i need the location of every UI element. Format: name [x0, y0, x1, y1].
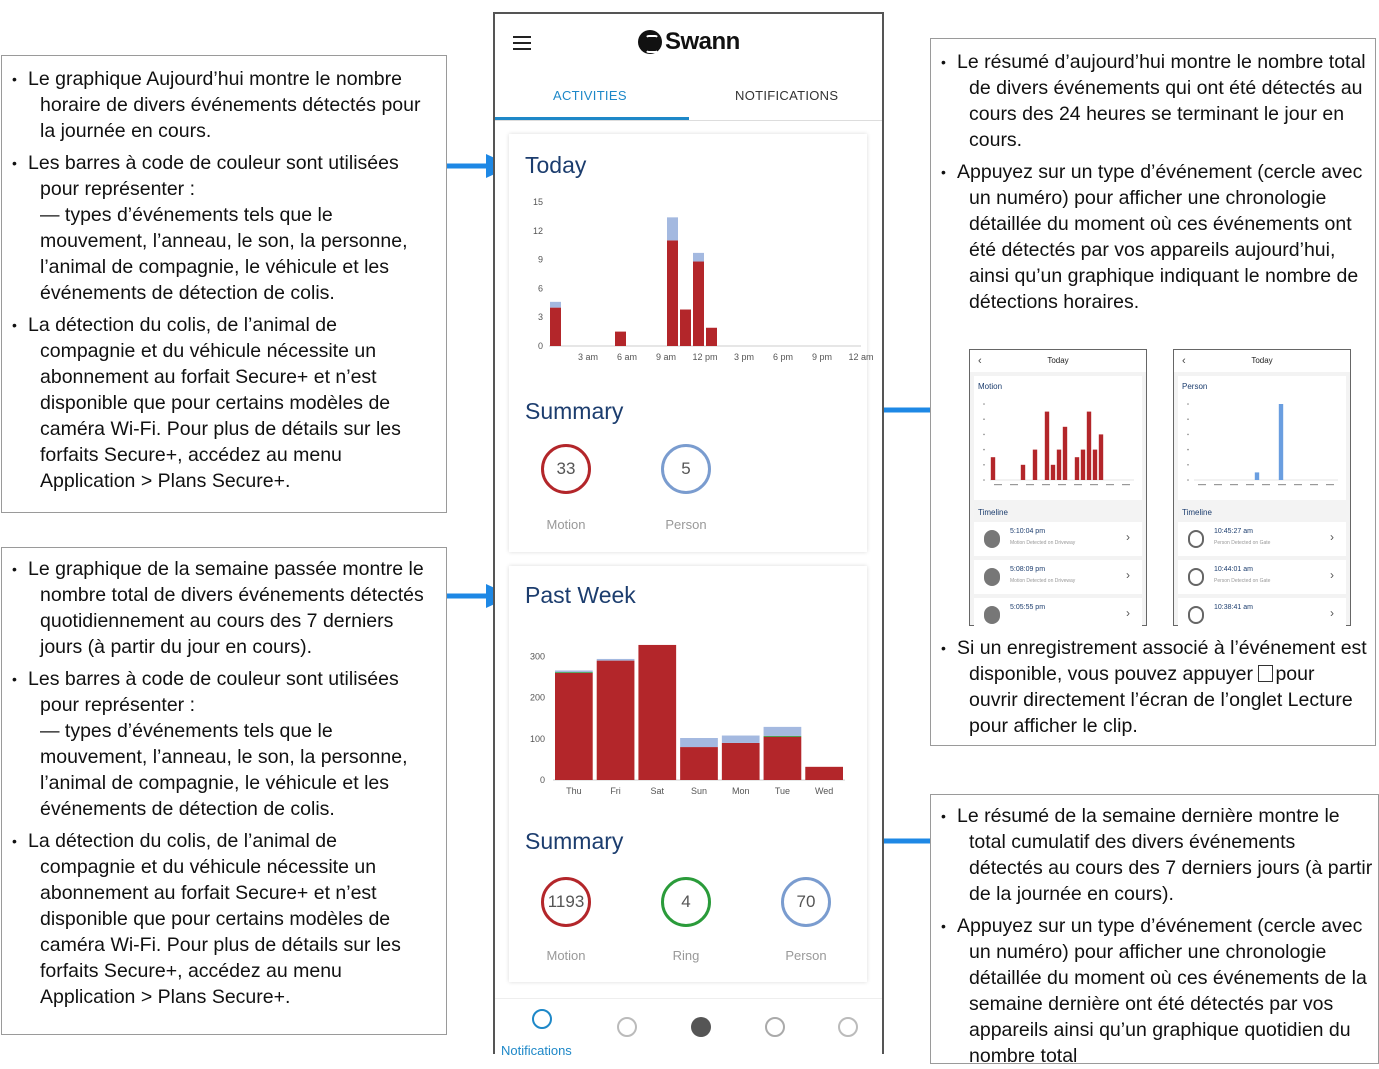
- playback-icon: [1258, 665, 1273, 682]
- tab-activities[interactable]: ACTIVITIES: [553, 88, 627, 103]
- mini-x-tick: [1074, 484, 1082, 485]
- mini-y-tick: [1187, 418, 1189, 420]
- bullet: • La détection du colis, de l’animal de compagnie et du véhicule nécessite un abonnement au forfait Secure+ et n’est disponible que pour certains modèles de caméra Wi-Fi. Pour plus de détails sur les forfaits Secure+, accédez au menu Application > Plans Secure+.: [2, 312, 434, 494]
- timeline-desc: Motion Detected on Driveway: [1010, 540, 1076, 546]
- mini-timeline-label: Timeline: [1182, 508, 1212, 517]
- bar-motion: [555, 673, 593, 780]
- camera-icon: [984, 568, 1000, 586]
- tab-notifications[interactable]: NOTIFICATIONS: [735, 88, 839, 103]
- mini-chart-card: [974, 376, 1142, 500]
- today-title: Today: [525, 152, 587, 178]
- mini-y-tick: [983, 418, 985, 420]
- bar-person: [764, 727, 802, 736]
- y-tick-label: 15: [532, 197, 543, 207]
- bar-motion: [706, 328, 717, 346]
- bar-motion: [597, 661, 635, 780]
- mini-screen-person: [1173, 349, 1351, 626]
- back-icon: ‹: [1182, 355, 1186, 367]
- mini-x-tick: [1278, 484, 1286, 485]
- timeline-row[interactable]: [1178, 522, 1346, 556]
- timeline-row[interactable]: [974, 522, 1142, 556]
- mini-bar: [1021, 465, 1025, 480]
- summary-person-label: Person: [785, 948, 827, 963]
- mini-x-tick: [1310, 484, 1318, 485]
- summary-ring-circle[interactable]: 4: [661, 877, 711, 927]
- bullet: • Les barres à code de couleur sont utilisées pour représenter : — types d’événements tels que le mouvement, l’anneau, le son, la personne, l’animal de compagnie, le véhicule et les événements de détection de colis.: [2, 150, 434, 306]
- mini-x-tick: [994, 484, 1002, 485]
- bullet: • Le graphique de la semaine passée montre le nombre total de divers événements détectés quotidiennement au cours des 7 derniers jours (à partir du jour en cours).: [2, 556, 434, 660]
- chevron-right-icon: ›: [1330, 606, 1334, 620]
- y-tick-label: 100: [529, 733, 545, 744]
- timeline-desc: Person Detected on Gate: [1214, 578, 1271, 584]
- menu-icon[interactable]: [513, 36, 531, 50]
- mini-y-tick: [1187, 464, 1189, 466]
- bullet: • Le résumé de la semaine dernière montre le total cumulatif des divers événements détectés au cours des 7 derniers jours (à partir de la journée en cours).: [931, 803, 1374, 907]
- timeline-row[interactable]: [1178, 560, 1346, 594]
- x-tick-label: 6 pm: [772, 352, 794, 362]
- camera-icon: [984, 530, 1000, 548]
- summary-motion-circle[interactable]: 1193: [541, 877, 591, 927]
- mini-bar: [1093, 450, 1097, 480]
- playback-nav-icon[interactable]: [617, 1017, 637, 1037]
- mini-x-tick: [1230, 484, 1238, 485]
- bullet-sub: — types d’événements tels que le mouvement, l’anneau, le son, la personne, l’animal de compagnie, le véhicule et les événements de détection de colis.: [40, 720, 408, 820]
- summary-person-label: Person: [665, 517, 707, 532]
- devices-icon[interactable]: [765, 1017, 785, 1037]
- mini-bar: [1081, 450, 1085, 480]
- mini-x-tick: [1122, 484, 1130, 485]
- mini-y-tick: [1187, 434, 1189, 436]
- mini-y-tick: [983, 403, 985, 405]
- mini-x-tick: [1198, 484, 1206, 485]
- x-tick-label: Tue: [774, 786, 791, 796]
- week-card: [509, 566, 867, 982]
- bar-motion: [550, 308, 561, 346]
- mini-section-label: Person: [1182, 382, 1208, 391]
- mini-y-tick: [1187, 479, 1189, 481]
- timeline-time: 10:45:27 am: [1214, 528, 1253, 535]
- y-tick-label: 9: [537, 254, 543, 265]
- mini-screen-motion: [969, 349, 1147, 626]
- app-header: [495, 14, 882, 74]
- bullet: • Le résumé d’aujourd’hui montre le nombre total de divers événements qui ont été détectés au cours des 24 heures se terminant le jour en cours.: [931, 49, 1367, 153]
- mini-y-tick: [983, 464, 985, 466]
- timeline-time: 5:05:55 pm: [1010, 604, 1046, 611]
- bar-motion: [638, 645, 676, 780]
- x-tick-label: 9 pm: [811, 352, 833, 362]
- x-tick-label: Mon: [731, 786, 750, 796]
- timeline-time: 10:38:41 am: [1214, 604, 1253, 611]
- chevron-right-icon: ›: [1126, 568, 1130, 582]
- bar-person: [597, 659, 635, 661]
- y-tick-label: 0: [537, 341, 543, 351]
- bullet: • Le graphique Aujourd’hui montre le nombre horaire de divers événements détectés pour la journée en cours.: [2, 66, 434, 144]
- bar-motion: [693, 262, 704, 346]
- mini-bar: [1045, 412, 1049, 480]
- nav-notifications-label[interactable]: Notifications: [501, 1043, 572, 1058]
- y-tick-label: 0: [539, 775, 545, 785]
- x-tick-label: Fri: [610, 786, 621, 796]
- bar-person: [693, 253, 704, 262]
- mini-bar: [1057, 450, 1061, 480]
- week-title: Past Week: [525, 582, 636, 608]
- summary-motion-label: Motion: [546, 517, 586, 532]
- bullet-sub: — types d’événements tels que le mouvement, l’anneau, le son, la personne, l’animal de compagnie, le véhicule et les événements de détection de colis.: [40, 204, 408, 304]
- x-tick-label: 3 pm: [733, 352, 755, 362]
- x-tick-label: Wed: [814, 786, 834, 796]
- bar-person: [680, 738, 718, 747]
- mini-bar: [1279, 404, 1283, 480]
- bar-person: [555, 670, 593, 672]
- mini-motion-chart: [974, 398, 1142, 498]
- mini-chart-card: [1178, 376, 1346, 500]
- bar-motion: [680, 747, 718, 780]
- today-summary-title: Summary: [525, 398, 624, 424]
- week-summary-title: Summary: [525, 828, 624, 854]
- x-tick-label: 9 am: [655, 352, 677, 362]
- mini-y-tick: [983, 434, 985, 436]
- mini-bar: [1051, 465, 1055, 480]
- mini-x-tick: [1294, 484, 1302, 485]
- tab-bar: [495, 74, 882, 121]
- person-icon: [1188, 568, 1204, 586]
- x-tick-label: Sun: [690, 786, 708, 796]
- timeline-desc: Motion Detected on Driveway: [1010, 578, 1076, 584]
- bar-motion: [805, 767, 843, 780]
- timeline-row[interactable]: [974, 560, 1142, 594]
- mini-timeline-label: Timeline: [978, 508, 1008, 517]
- chevron-right-icon: ›: [1126, 606, 1130, 620]
- notifications-icon[interactable]: [532, 1009, 552, 1029]
- bar-ring: [764, 736, 802, 737]
- mini-bar: [1087, 412, 1091, 480]
- tab-indicator: [495, 117, 689, 120]
- info-box-week-chart: [1, 547, 447, 1035]
- bar-motion: [615, 332, 626, 346]
- info-box-today-chart: [1, 55, 447, 513]
- mini-y-tick: [983, 449, 985, 451]
- bar-motion: [667, 240, 678, 346]
- mini-title: Today: [1251, 356, 1273, 365]
- settings-icon[interactable]: [838, 1017, 858, 1037]
- timeline-time: 5:10:04 pm: [1010, 528, 1046, 535]
- chevron-right-icon: ›: [1126, 530, 1130, 544]
- mini-y-tick: [983, 479, 985, 481]
- mini-title: Today: [1047, 356, 1069, 365]
- bar-person: [722, 736, 760, 743]
- timeline-row[interactable]: [974, 598, 1142, 632]
- y-tick-label: 200: [529, 692, 545, 703]
- y-tick-label: 6: [537, 283, 543, 294]
- bar-motion: [764, 737, 802, 780]
- info-box-week-summary: [930, 794, 1379, 1067]
- x-tick-label: 6 am: [616, 352, 638, 362]
- bar-motion: [680, 310, 691, 346]
- y-tick-label: 300: [529, 651, 545, 662]
- mini-person-chart: [1178, 398, 1346, 498]
- x-tick-label: Thu: [566, 786, 582, 796]
- bar-ring: [555, 672, 593, 673]
- bullet: • La détection du colis, de l’animal de compagnie et du véhicule nécessite un abonnement au forfait Secure+ et n’est disponible que pour certains modèles de caméra Wi-Fi. Pour plus de détails sur les forfaits Secure+, accédez au menu Application > Plans Secure+.: [2, 828, 434, 1010]
- x-tick-label: 12 am: [848, 352, 874, 362]
- x-tick-label: 12 pm: [692, 352, 718, 362]
- mini-bar: [1063, 427, 1067, 480]
- person-icon: [1188, 530, 1204, 548]
- bar-motion: [722, 743, 760, 780]
- mini-bar: [1075, 457, 1079, 480]
- mini-x-tick: [1326, 484, 1334, 485]
- summary-person-circle[interactable]: 70: [781, 877, 831, 927]
- mini-bar: [991, 457, 995, 480]
- summary-person-circle[interactable]: 5: [661, 444, 711, 494]
- mini-bar: [1099, 434, 1103, 480]
- mini-x-tick: [1246, 484, 1254, 485]
- summary-motion-circle[interactable]: 33: [541, 444, 591, 494]
- mini-y-tick: [1187, 403, 1189, 405]
- mini-bar: [1255, 472, 1259, 480]
- mini-bar: [1033, 450, 1037, 480]
- mini-x-tick: [1058, 484, 1066, 485]
- mini-x-tick: [1262, 484, 1270, 485]
- bullet: • Appuyez sur un type d’événement (cercle avec un numéro) pour afficher une chronologie détaillée du moment où ces événements ont été détectés par vos appareils aujourd’hui, ainsi qu’un graphique indiquant le nombre de détections horaires.: [931, 159, 1367, 315]
- timeline-desc: Person Detected on Gate: [1214, 540, 1271, 546]
- mini-x-tick: [1010, 484, 1018, 485]
- bar-person: [550, 302, 561, 308]
- bullet: • Appuyez sur un type d’événement (cercle avec un numéro) pour afficher une chronologie détaillée du moment où ces événements de la semaine dernière ont été détectés par vos appareils ainsi qu’un graphique quotidien du nombre total: [931, 913, 1374, 1069]
- bottom-nav: [495, 998, 882, 1057]
- y-tick-label: 12: [532, 225, 543, 236]
- today-chart[interactable]: [509, 192, 874, 372]
- mini-y-tick: [1187, 449, 1189, 451]
- week-chart[interactable]: [509, 630, 867, 810]
- live-view-icon[interactable]: [691, 1017, 711, 1037]
- back-icon: ‹: [978, 355, 982, 367]
- summary-ring-label: Ring: [672, 948, 700, 963]
- swann-logo: Swann: [638, 28, 740, 56]
- camera-icon: [984, 606, 1000, 624]
- bullet: • Si un enregistrement associé à l’événement est disponible, vous pouvez appuyer pour ouvrir directement l’écran de l’onglet Lecture pour afficher le clip.: [931, 635, 1367, 739]
- y-tick-label: 3: [537, 312, 543, 323]
- mini-x-tick: [1106, 484, 1114, 485]
- person-icon: [1188, 606, 1204, 624]
- timeline-row[interactable]: [1178, 598, 1346, 632]
- summary-motion-label: Motion: [546, 948, 586, 963]
- today-card: [509, 134, 874, 552]
- mini-x-tick: [1214, 484, 1222, 485]
- swann-logo-icon: [638, 30, 662, 54]
- mini-x-tick: [1090, 484, 1098, 485]
- bar-person: [667, 217, 678, 240]
- phone-screen: [493, 12, 884, 1058]
- mini-x-tick: [1026, 484, 1034, 485]
- mini-section-label: Motion: [978, 382, 1003, 391]
- chevron-right-icon: ›: [1330, 568, 1334, 582]
- x-tick-label: Sat: [650, 786, 665, 796]
- mini-x-tick: [1042, 484, 1050, 485]
- chevron-right-icon: ›: [1330, 530, 1334, 544]
- timeline-time: 10:44:01 am: [1214, 566, 1253, 573]
- timeline-time: 5:08:09 pm: [1010, 566, 1046, 573]
- bullet: • Les barres à code de couleur sont utilisées pour représenter : — types d’événements tels que le mouvement, l’anneau, le son, la personne, l’animal de compagnie, le véhicule et les événements de détection de colis.: [2, 666, 434, 822]
- x-tick-label: 3 am: [577, 352, 599, 362]
